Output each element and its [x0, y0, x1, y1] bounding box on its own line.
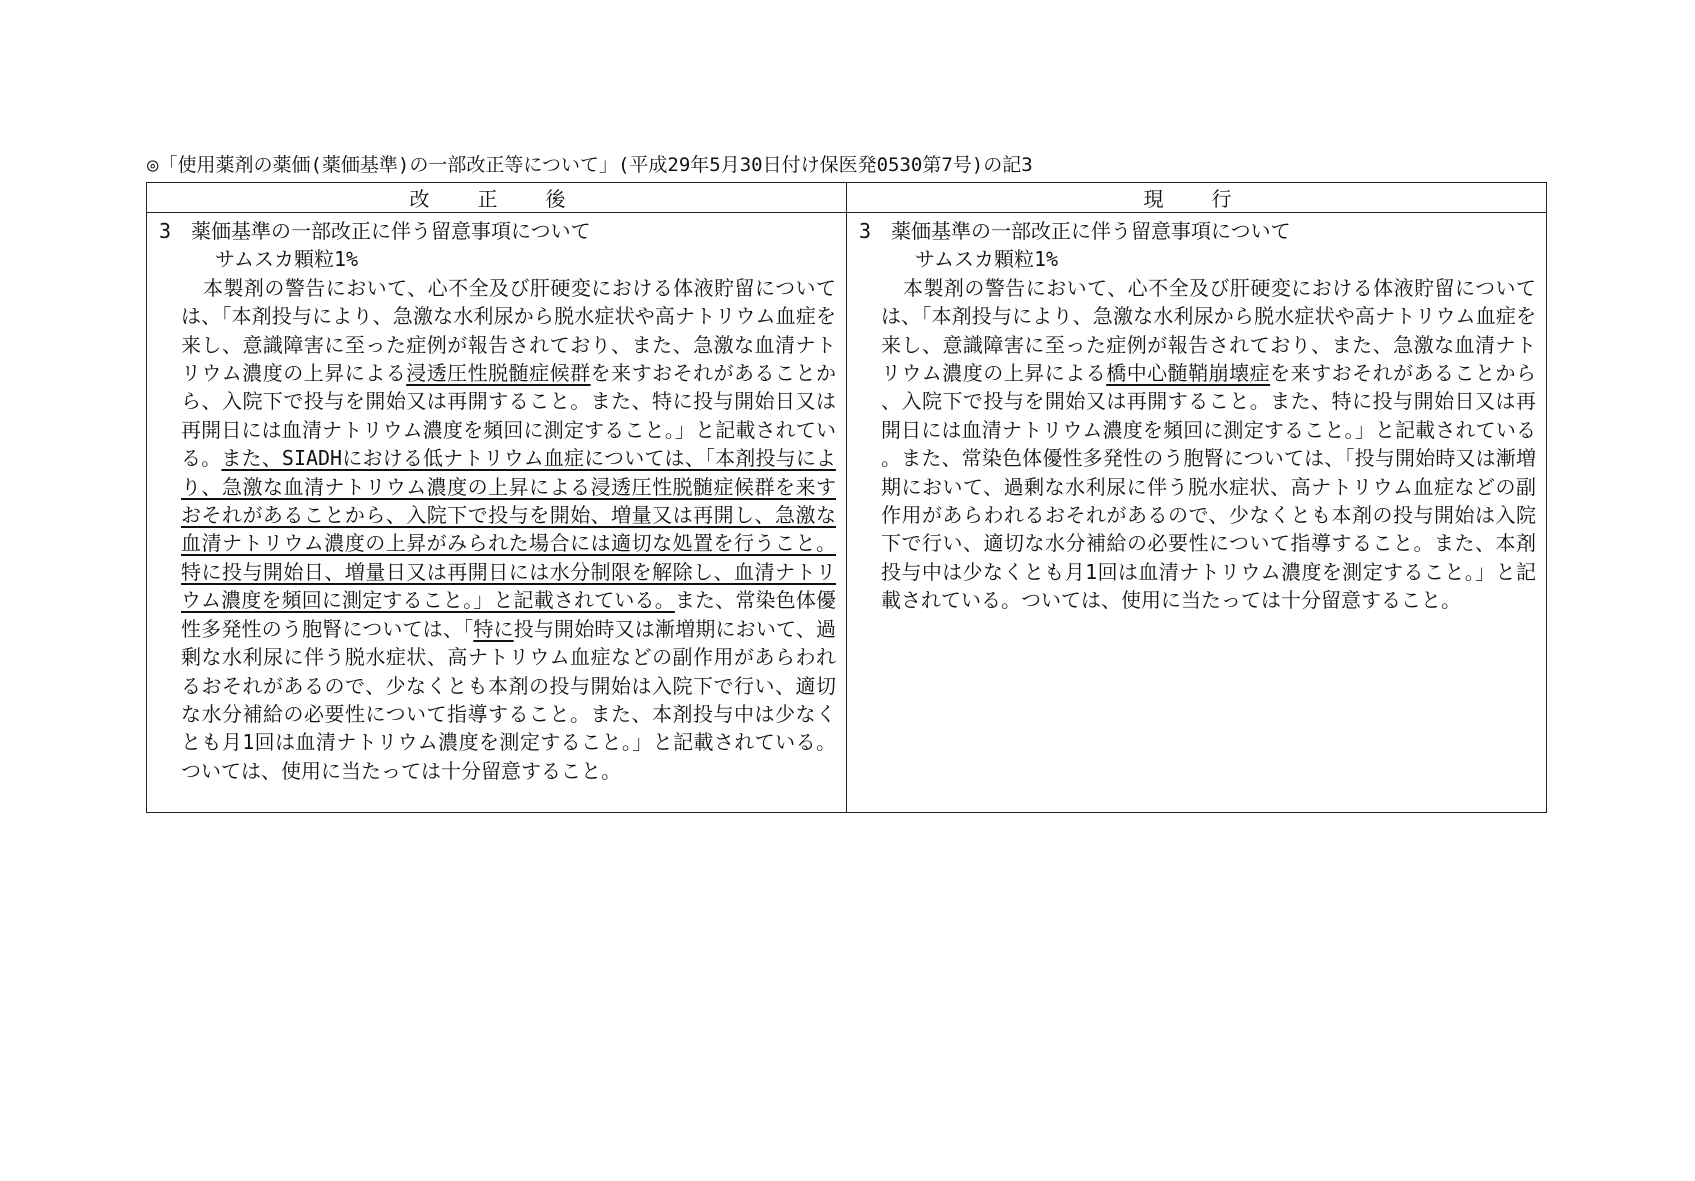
section-number: 3 [159, 219, 172, 243]
comparison-table [146, 182, 1547, 813]
section-title: 薬価基準の一部改正に伴う留意事項について [891, 219, 1291, 243]
text-segment: 本製剤の警告において、心不全及び肝硬変における体液貯留については、「本剤投与により、急激な水利尿から脱水症状や高ナトリウム血症を来し、意識障害に至った症例が報告されており、また、急激な血清ナトリウム濃度の上昇による [881, 275, 1536, 386]
underlined-change: 橋中心髄鞘崩壊症 [1106, 361, 1271, 386]
section-heading [159, 217, 836, 245]
text-segment: を来すおそれがあることから、入院下で投与を開始又は再開すること。また、特に投与開始日又は再開日には血清ナトリウム濃度を頻回に測定すること。」と記載されている。また、常染色体優性多発性のう胞腎については、「投与開始時又は漸増期において、過剰な水利尿に伴う脱水症状、高ナトリウム血症などの副作用があらわれるおそれがあるので、少なくとも本剤の投与開始は入院下で行い、適切な水分補給の必要性について指導すること。また、本剤投与中は少なくとも月1回は血清ナトリウム濃度を測定すること。」と記載されている。ついては、使用に当たっては十分留意すること。 [881, 361, 1537, 613]
underlined-change: また、SIADHにおける低ナトリウム血症については、「本剤投与により、急激な血清ナトリウム濃度の上昇による浸透圧性脱髄症候群を来すおそれがあることから、入院下で投与を開始、増量又は再開し、急激な血清ナトリウム濃度の上昇がみられた場合には適切な処置を行うこと。特に投与開始日、増量日又は再開日には水分制限を解除し、血清ナトリウム濃度を頻回に測定すること。」と記載されている。 [181, 446, 836, 613]
underlined-change: 浸透圧性脱髄症候群 [406, 361, 591, 386]
column-header-after: 改 正 後 [147, 183, 847, 213]
section-number: 3 [859, 219, 872, 243]
body-paragraph [159, 274, 836, 785]
document-heading: ◎「使用薬剤の薬価(薬価基準)の一部改正等について」(平成29年5月30日付け保医発0530第7号)の記3 [147, 154, 1033, 176]
column-header-current: 現 行 [847, 183, 1546, 213]
text-segment: 投与開始時又は漸増期において、過剰な水利尿に伴う脱水症状、高ナトリウム血症などの副作用があらわれるおそれがあるので、少なくとも本剤の投与開始は入院下で行い、適切な水分補給の必要性について指導すること。また、本剤投与中は少なくとも月1回は血清ナトリウム濃度を測定すること。」と記載されている。ついては、使用に当たっては十分留意すること。 [181, 616, 836, 783]
product-name: サムスカ顆粒1% [215, 247, 359, 272]
text-segment: 本製剤の警告において、心不全及び肝硬変における体液貯留については、「本剤投与により、急激な水利尿から脱水症状や高ナトリウム血症を来し、意識障害に至った症例が報告されており、また、急激な血清ナトリウム濃度の上昇による [181, 275, 836, 386]
after-revision-column [147, 213, 847, 812]
body-paragraph [859, 274, 1536, 615]
underlined-change: 特に [473, 616, 514, 641]
section-heading [859, 217, 1536, 245]
text-segment: また、常染色体優性多発性のう胞腎については、「 [181, 588, 836, 641]
current-column [847, 213, 1546, 812]
product-name: サムスカ顆粒1% [915, 247, 1059, 272]
section-title: 薬価基準の一部改正に伴う留意事項について [191, 219, 591, 243]
text-segment: を来すおそれがあることから、入院下で投与を開始又は再開すること。また、特に投与開始日又は再開日には血清ナトリウム濃度を頻回に測定すること。」と記載されている。 [181, 361, 837, 471]
